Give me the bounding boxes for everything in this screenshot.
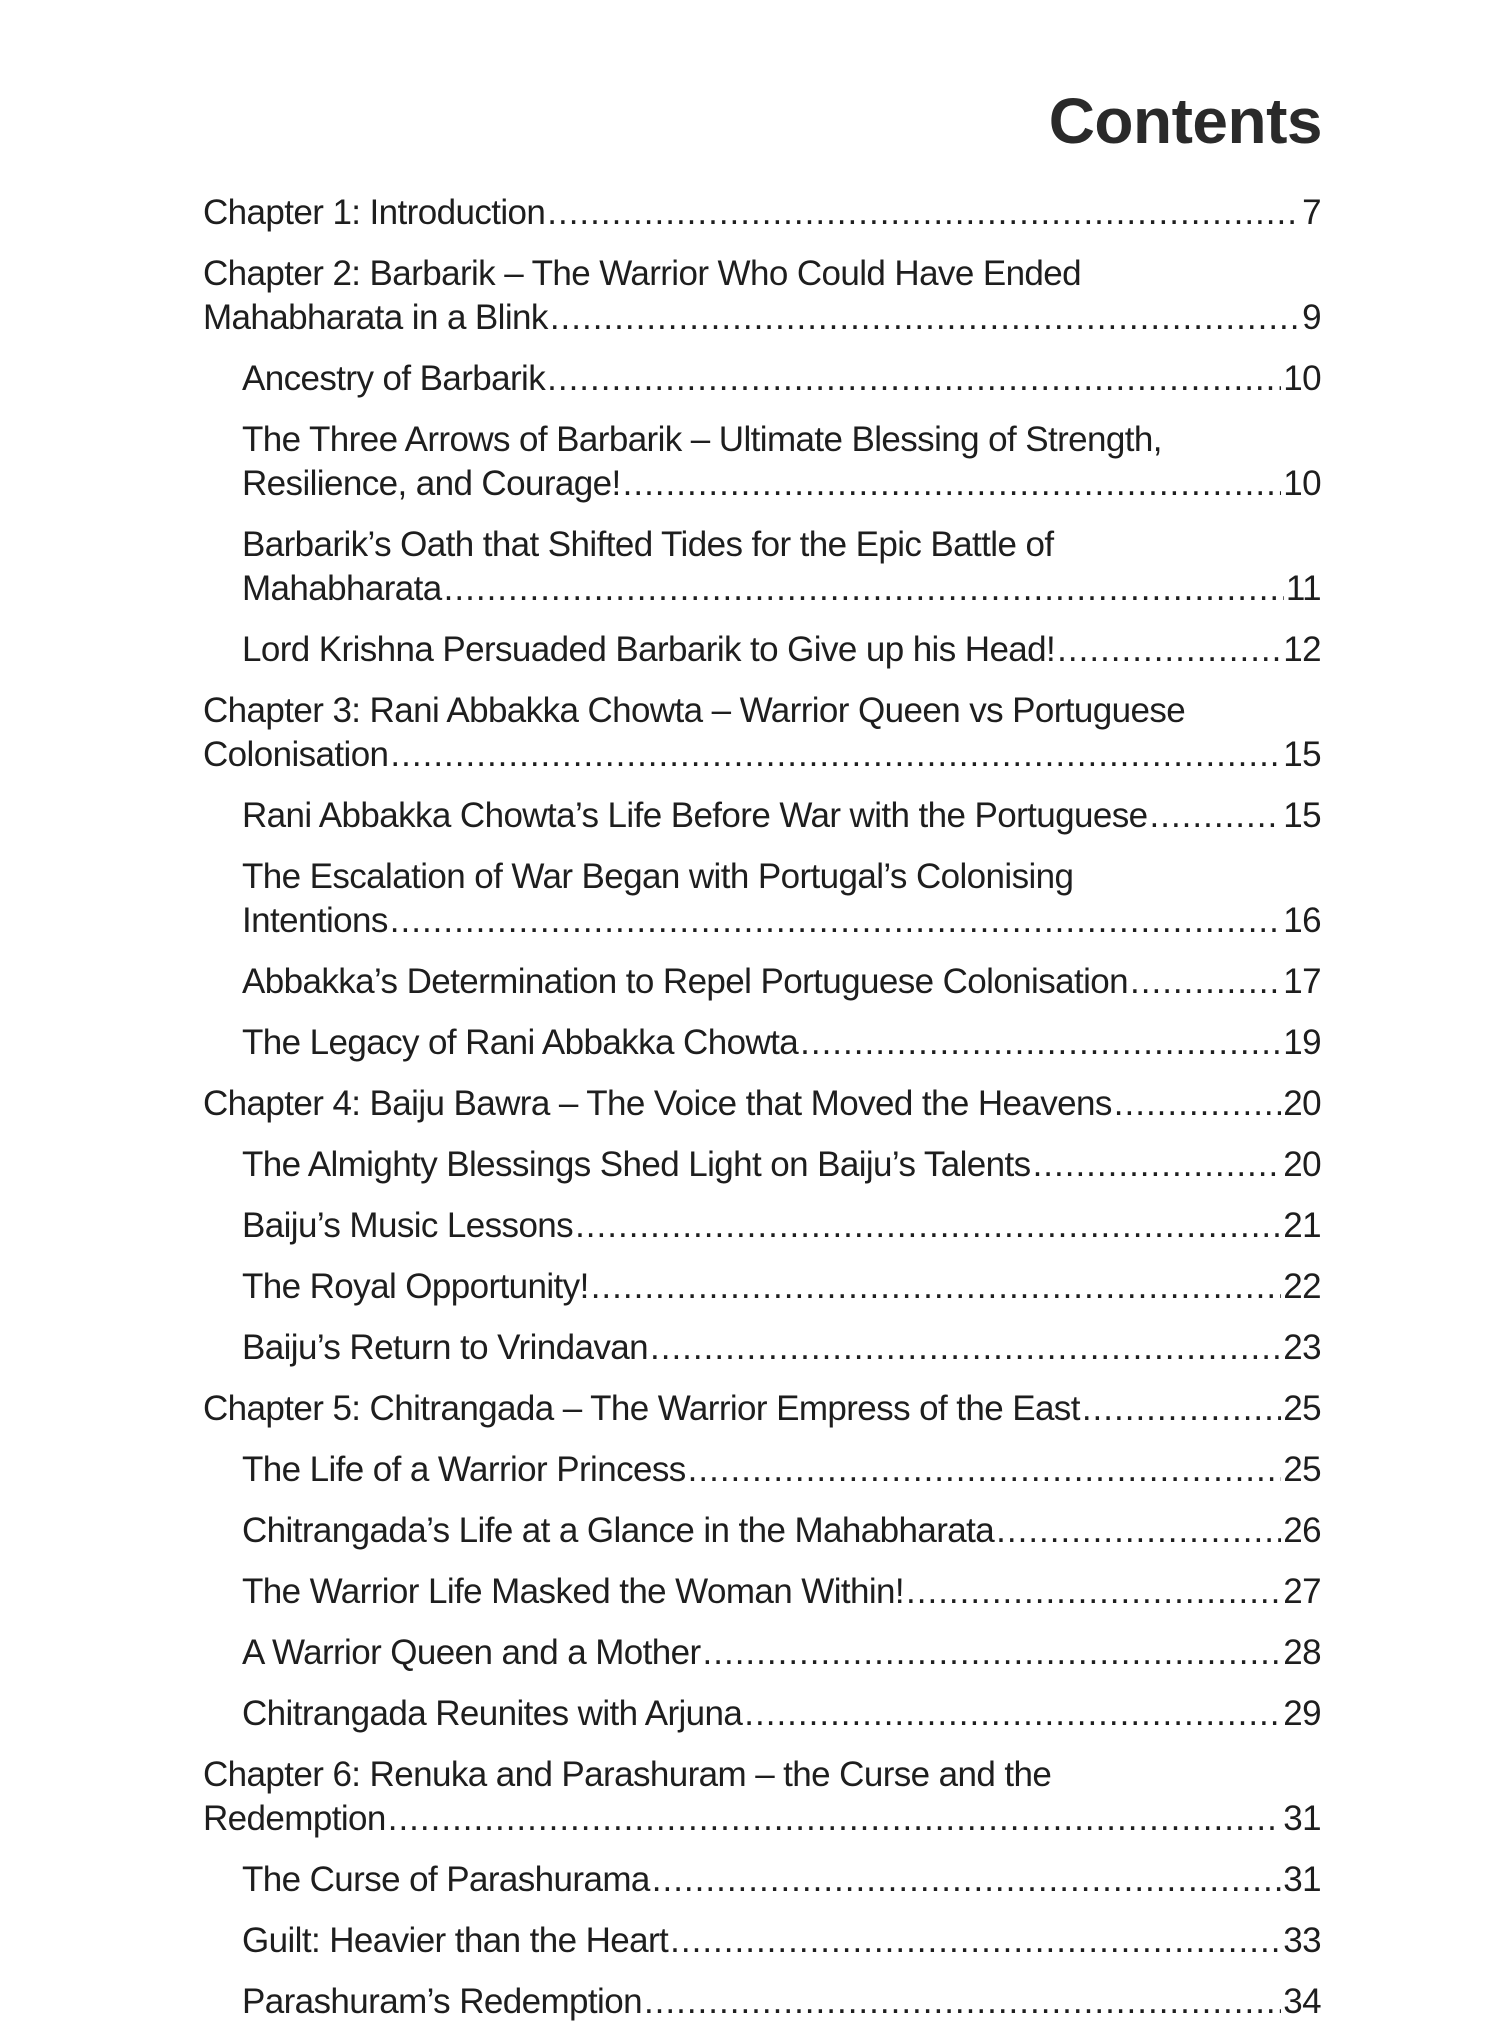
- entry-last-line: [242, 628, 1321, 672]
- entry-last-line: [242, 1143, 1321, 1187]
- table-of-contents: [203, 191, 1321, 2041]
- page-number: 16: [1283, 901, 1321, 940]
- page-number: 33: [1283, 1921, 1321, 1960]
- entry-last-line: [203, 1797, 1321, 1841]
- entry-title-line: The Three Arrows of Barbarik – Ultimate Blessing of Strength,: [242, 420, 1162, 459]
- entry-title-line: Chitrangada Reunites with Arjuna: [242, 1694, 743, 1733]
- page-number: 15: [1283, 796, 1321, 835]
- toc-section-entry[interactable]: [203, 1143, 1321, 1187]
- dot-leader: [548, 296, 1300, 340]
- entry-title-line: The Almighty Blessings Shed Light on Baiju’s Talents: [242, 1145, 1031, 1184]
- toc-chapter-entry[interactable]: [203, 1082, 1321, 1126]
- toc-section-entry[interactable]: [203, 855, 1321, 943]
- entry-last-line: [242, 567, 1321, 611]
- entry-last-line: [242, 1692, 1321, 1736]
- toc-section-entry[interactable]: [203, 1570, 1321, 1614]
- page-number: 25: [1283, 1450, 1321, 1489]
- dot-leader: [1112, 1082, 1281, 1126]
- dot-leader: [742, 1692, 1281, 1736]
- entry-title-line: Redemption: [203, 1799, 386, 1838]
- page-number: 31: [1283, 1860, 1321, 1899]
- toc-section-entry[interactable]: [203, 1509, 1321, 1553]
- dot-leader: [442, 567, 1284, 611]
- page-number: 12: [1283, 630, 1321, 669]
- entry-title-line: The Royal Opportunity!: [242, 1267, 589, 1306]
- toc-section-entry[interactable]: [203, 523, 1321, 611]
- entry-title-line: Baiju’s Music Lessons: [242, 1206, 574, 1245]
- dot-leader: [621, 462, 1282, 506]
- entry-last-line: [242, 1448, 1321, 1492]
- toc-chapter-entry[interactable]: [203, 689, 1321, 777]
- toc-section-entry[interactable]: [203, 1919, 1321, 1963]
- page-number: 20: [1283, 1084, 1321, 1123]
- entry-title-line: Guilt: Heavier than the Heart: [242, 1921, 669, 1960]
- page-number: 11: [1285, 569, 1321, 608]
- entry-last-line: [242, 357, 1321, 401]
- dot-leader: [573, 1204, 1281, 1248]
- dot-leader: [798, 1021, 1281, 1065]
- page-number: 31: [1283, 1799, 1321, 1838]
- entry-title-line: Lord Krishna Persuaded Barbarik to Give up his Head!: [242, 630, 1056, 669]
- entry-title-line: Ancestry of Barbarik: [242, 359, 546, 398]
- page-number: 29: [1283, 1694, 1321, 1733]
- page-number: 26: [1283, 1511, 1321, 1550]
- dot-leader: [642, 1980, 1281, 2024]
- dot-leader: [1148, 794, 1282, 838]
- toc-section-entry[interactable]: [203, 628, 1321, 672]
- dot-leader: [1055, 628, 1281, 672]
- entry-last-line: [242, 1326, 1321, 1370]
- page-number: 22: [1283, 1267, 1321, 1306]
- dot-leader: [1031, 1143, 1282, 1187]
- page-number: 34: [1283, 1982, 1321, 2021]
- dot-leader: [545, 357, 1281, 401]
- toc-section-entry[interactable]: [203, 1204, 1321, 1248]
- entry-title-line: A Warrior Queen and a Mother: [242, 1633, 701, 1672]
- entry-last-line: [242, 1509, 1321, 1553]
- page-title: Contents: [1048, 84, 1322, 157]
- entry-title-line: Intentions: [242, 901, 388, 940]
- entry-title-line: Chapter 5: Chitrangada – The Warrior Empress of the East: [203, 1389, 1080, 1428]
- toc-section-entry[interactable]: [203, 357, 1321, 401]
- page-number: 27: [1283, 1572, 1321, 1611]
- page-number: 9: [1302, 298, 1321, 337]
- entry-last-line: [203, 733, 1321, 777]
- page-number: 15: [1283, 735, 1321, 774]
- toc-section-entry[interactable]: [203, 1980, 1321, 2024]
- entry-last-line: [242, 899, 1321, 943]
- entry-last-line: [242, 1021, 1321, 1065]
- entry-title-line: Chapter 1: Introduction: [203, 193, 546, 232]
- toc-section-entry[interactable]: [203, 1448, 1321, 1492]
- entry-last-line: [242, 1570, 1321, 1614]
- toc-section-entry[interactable]: [203, 1858, 1321, 1902]
- toc-chapter-entry[interactable]: [203, 252, 1321, 340]
- page-number: 21: [1283, 1206, 1321, 1245]
- entry-title-line: The Escalation of War Began with Portugal’s Colonising: [242, 857, 1074, 896]
- page-number: 28: [1283, 1633, 1321, 1672]
- dot-leader: [650, 1858, 1282, 1902]
- entry-title-line: The Curse of Parashurama: [242, 1860, 650, 1899]
- entry-title-line: The Warrior Life Masked the Woman Within!: [242, 1572, 905, 1611]
- toc-section-entry[interactable]: [203, 1265, 1321, 1309]
- dot-leader: [904, 1570, 1281, 1614]
- toc-chapter-entry[interactable]: [203, 1387, 1321, 1431]
- dot-leader: [589, 1265, 1282, 1309]
- entry-last-line: [242, 1919, 1321, 1963]
- entry-last-line: [242, 462, 1321, 506]
- toc-section-entry[interactable]: [203, 1692, 1321, 1736]
- entry-title-line: The Life of a Warrior Princess: [242, 1450, 686, 1489]
- page-number: 25: [1283, 1389, 1321, 1428]
- dot-leader: [701, 1631, 1282, 1675]
- toc-chapter-entry[interactable]: [203, 1753, 1321, 1841]
- toc-section-entry[interactable]: [203, 1326, 1321, 1370]
- dot-leader: [388, 899, 1281, 943]
- entry-title-line: Baiju’s Return to Vrindavan: [242, 1328, 648, 1367]
- entry-title-line: Mahabharata: [242, 569, 442, 608]
- page-number: 17: [1283, 962, 1321, 1001]
- page-number: 10: [1283, 359, 1321, 398]
- entry-last-line: [203, 1387, 1321, 1431]
- dot-leader: [668, 1919, 1281, 1963]
- entry-last-line: [242, 794, 1321, 838]
- entry-last-line: [203, 296, 1321, 340]
- entry-title-line: Colonisation: [203, 735, 389, 774]
- page-number: 20: [1283, 1145, 1321, 1184]
- entry-title-line: Rani Abbakka Chowta’s Life Before War with the Portuguese: [242, 796, 1148, 835]
- page-number: 10: [1283, 464, 1321, 503]
- entry-title-line: Resilience, and Courage!: [242, 464, 621, 503]
- dot-leader: [545, 191, 1300, 235]
- dot-leader: [386, 1797, 1282, 1841]
- dot-leader: [994, 1509, 1281, 1553]
- dot-leader: [648, 1326, 1281, 1370]
- toc-section-entry[interactable]: [203, 960, 1321, 1004]
- entry-title-line: Abbakka’s Determination to Repel Portuguese Colonisation: [242, 962, 1129, 1001]
- entry-title-line: The Legacy of Rani Abbakka Chowta: [242, 1023, 799, 1062]
- toc-section-entry[interactable]: [203, 1021, 1321, 1065]
- toc-section-entry[interactable]: [203, 1631, 1321, 1675]
- page-number: 23: [1283, 1328, 1321, 1367]
- entry-last-line: [242, 1265, 1321, 1309]
- entry-last-line: [242, 1204, 1321, 1248]
- page-number: 7: [1302, 193, 1321, 232]
- entry-title-line: Chapter 2: Barbarik – The Warrior Who Could Have Ended: [203, 254, 1082, 293]
- entry-title-line: Chapter 6: Renuka and Parashuram – the Curse and the: [203, 1755, 1052, 1794]
- toc-section-entry[interactable]: [203, 418, 1321, 506]
- entry-title-line: Chitrangada’s Life at a Glance in the Mahabharata: [242, 1511, 995, 1550]
- entry-title-line: Parashuram’s Redemption: [242, 1982, 642, 2021]
- entry-last-line: [242, 1631, 1321, 1675]
- entry-last-line: [242, 960, 1321, 1004]
- entry-last-line: [203, 1082, 1321, 1126]
- entry-title-line: Barbarik’s Oath that Shifted Tides for the Epic Battle of: [242, 525, 1054, 564]
- entry-last-line: [242, 1858, 1321, 1902]
- entry-title-line: Mahabharata in a Blink: [203, 298, 548, 337]
- dot-leader: [1080, 1387, 1281, 1431]
- page-number: 19: [1283, 1023, 1321, 1062]
- dot-leader: [686, 1448, 1282, 1492]
- entry-title-line: Chapter 4: Baiju Bawra – The Voice that Moved the Heavens: [203, 1084, 1112, 1123]
- dot-leader: [1128, 960, 1281, 1004]
- entry-last-line: [242, 1980, 1321, 2024]
- toc-section-entry[interactable]: [203, 794, 1321, 838]
- dot-leader: [388, 733, 1281, 777]
- entry-title-line: Chapter 3: Rani Abbakka Chowta – Warrior Queen vs Portuguese: [203, 691, 1186, 730]
- toc-chapter-entry[interactable]: [203, 191, 1321, 235]
- entry-last-line: [203, 191, 1321, 235]
